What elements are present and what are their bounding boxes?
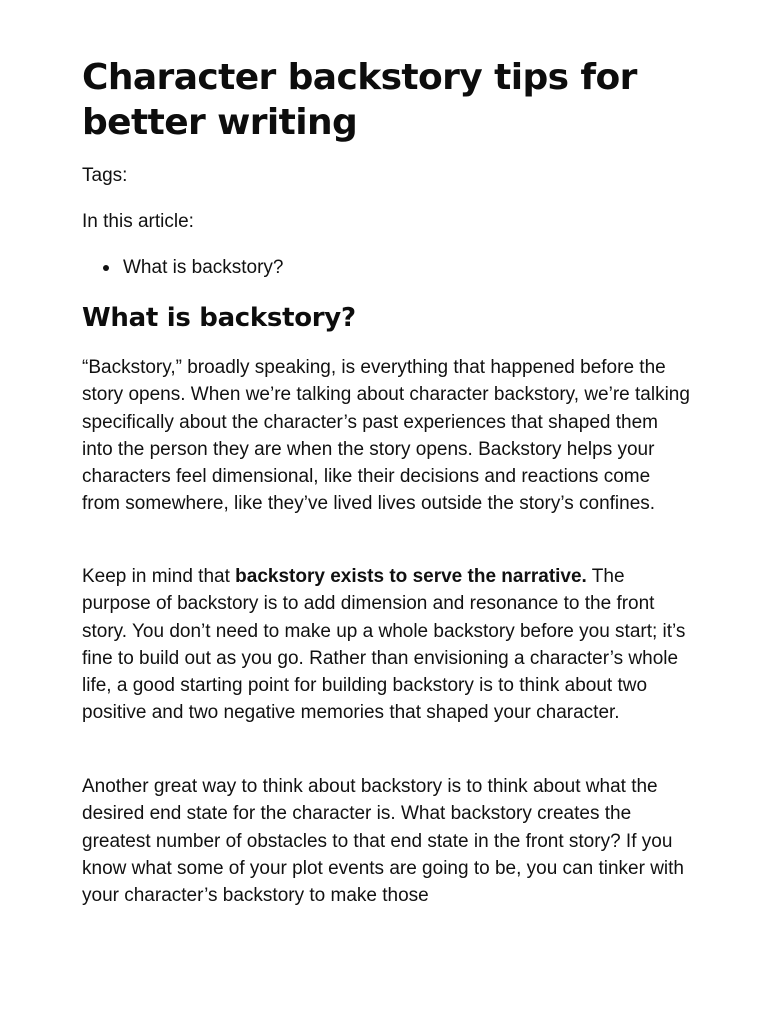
paragraph-1: “Backstory,” broadly speaking, is everything that happened before the story opens. When we’re talking about character backstory, we’re talking specifically about the character’s past experiences that shaped them into the person they are when the story opens. Backstory helps your characters feel dimensional, like their decisions and reactions come from somewhere, like they’ve lived lives outside the story’s confines. [82,357,690,515]
paragraph-2-bold: backstory exists to serve the narrative. [235,566,587,587]
bullet-icon [103,265,109,271]
tags-label: Tags: [82,165,128,186]
paragraph-2-rest: The purpose of backstory is to add dimension and resonance to the front story. You don’t need to make up a whole backstory before you start; it’s fine to build out as you go. Rather than envisioning a character’s whole life, a good starting point for building backstory is to think about two positive and two negative memories that shaped your character. [82,566,686,724]
section-heading: What is backstory? [82,303,356,333]
paragraph-3: Another great way to think about backstory is to think about what the desired end state for the character is. What backstory creates the greatest number of obstacles to that end state in the front story? If you know what some of your plot events are going to be, you can tinker with your character’s backstory to make those [82,776,684,907]
toc-item-what-is-backstory[interactable] [82,254,284,281]
page-title: Character backstory tips for better writing [82,57,637,143]
toc-label: In this article: [82,211,194,232]
toc-item-label[interactable]: What is backstory? [123,257,284,278]
paragraph-2 [82,563,692,727]
table-of-contents [82,254,284,281]
paragraph-2-lead: Keep in mind that [82,566,236,587]
